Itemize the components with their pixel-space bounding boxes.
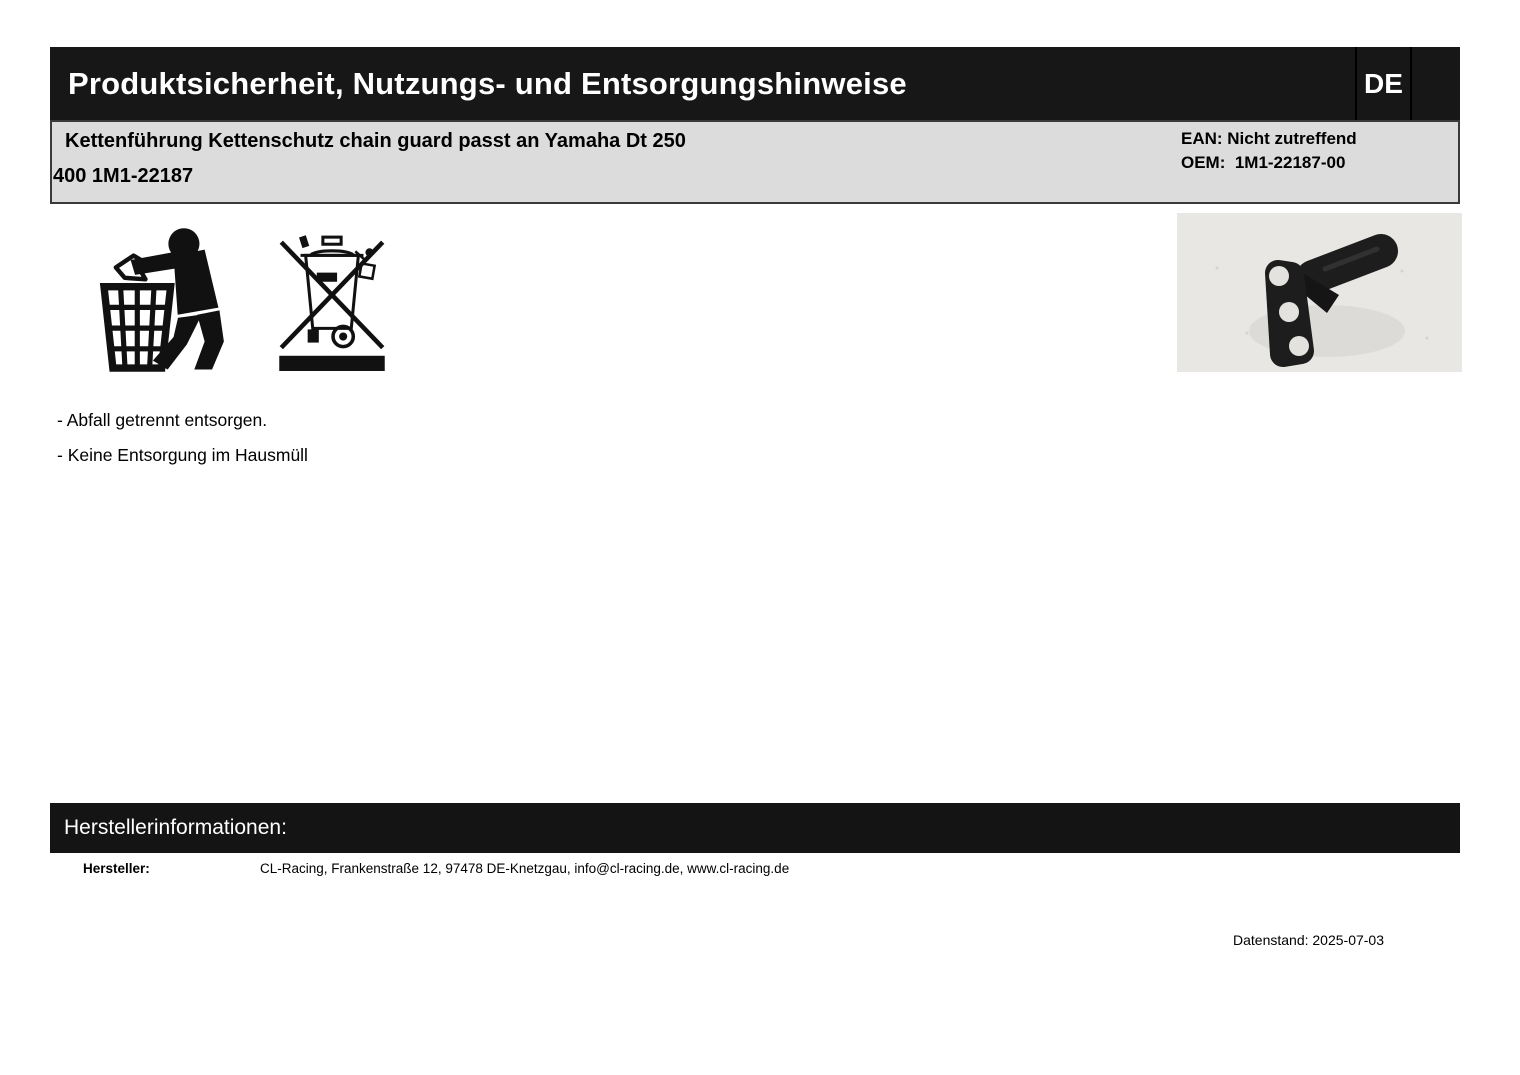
product-header-bar <box>50 120 1460 204</box>
disposal-note: - Keine Entsorgung im Hausmüll <box>57 445 308 465</box>
product-title-line2: 400 1M1-22187 <box>53 165 194 187</box>
weee-crossed-bin-icon <box>276 228 388 372</box>
ean-line: EAN: Nicht zutreffend <box>1181 129 1357 148</box>
product-title-line1: Kettenführung Kettenschutz chain guard passt an Yamaha Dt 250 <box>65 130 686 152</box>
page-title: Produktsicherheit, Nutzungs- und Entsorgungshinweise <box>68 65 907 101</box>
disposal-notes <box>57 410 308 480</box>
oem-line: OEM: 1M1-22187-00 <box>1181 153 1346 172</box>
header-bar <box>50 47 1460 120</box>
tidyman-icon <box>88 226 268 374</box>
manufacturer-section-bar <box>50 803 1460 853</box>
ean-oem-block <box>1181 127 1357 175</box>
manufacturer-label: Hersteller: <box>83 861 150 876</box>
manufacturer-section-title: Herstellerinformationen: <box>64 816 287 839</box>
data-status-date: Datenstand: 2025-07-03 <box>1233 932 1384 948</box>
product-photo <box>1177 213 1462 372</box>
language-badge: DE <box>1355 47 1412 120</box>
manufacturer-value: CL-Racing, Frankenstraße 12, 97478 DE-Knetzgau, info@cl-racing.de, www.cl-racing.de <box>260 861 790 876</box>
disposal-note: - Abfall getrennt entsorgen. <box>57 410 268 430</box>
